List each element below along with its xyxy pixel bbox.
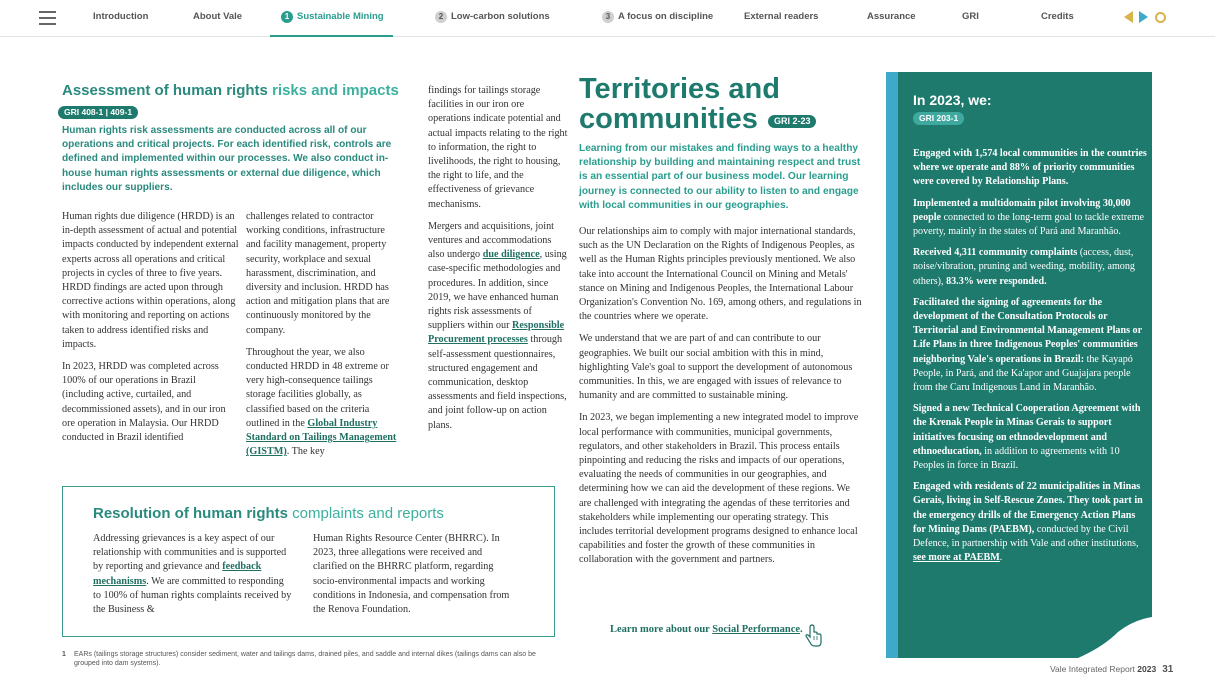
text: . (999, 552, 1003, 564)
text: . The key (286, 446, 325, 458)
bold-text: Signed a new Technical Cooperation Agreement with the Krenak People in Minas Gerais to support initiatives focusing on ethnodevelopment and ethnoeducation, (913, 403, 1141, 457)
nav-number-badge: 1 (281, 11, 293, 23)
title-light-part: complaints and reports (292, 505, 444, 522)
nav-label: Credits (1041, 11, 1074, 22)
decorative-curve (898, 72, 1152, 658)
text: Mergers and acquisitions, joint ventures and accommodations also undergo (428, 220, 555, 261)
resolution-box (62, 486, 555, 637)
report-year: 2023 (1137, 664, 1157, 674)
title-line-1: Territories and (579, 73, 780, 105)
text: . (800, 624, 803, 635)
title-dark-part: Resolution of human rights (93, 505, 288, 522)
text: in addition to agreements with 10 Peoples in force in Brazil. (913, 445, 1120, 472)
paragraph: Our relationships aim to comply with major international standards, such as the UN Declaration on the Rights of Indigenous Peoples, as well as the Human Rights principles previously mentioned. We also take into account the International Council on Mining and Metals' stance on Mining and Indigenous Peoples, the International Labour Organization's Convention No. 169, among others, and regulations in the countries where we operate. (579, 226, 862, 323)
resolution-title (93, 505, 444, 522)
text: connected to the long-term goal to tackle extreme poverty, mainly in the states of Pará and Maranhão. (913, 211, 1144, 238)
nav-number-badge: 2 (435, 11, 447, 23)
text: . We are committed to responding to 100% of human rights complaints received by the Business & (93, 575, 292, 616)
learn-more (610, 624, 803, 635)
assessment-title (62, 82, 399, 99)
title-line-2: communities (579, 103, 758, 135)
nav-low-carbon[interactable] (435, 11, 550, 23)
home-circle-icon[interactable] (1155, 12, 1166, 23)
nav-label: About Vale (193, 11, 243, 22)
nav-label: Sustainable Mining (297, 11, 384, 22)
bold-text: Implemented a multidomain pilot involving 30,000 people (913, 197, 1131, 223)
nav-tools (1124, 11, 1169, 25)
highlight-stripe (886, 72, 898, 658)
nav-credits[interactable] (1041, 11, 1074, 22)
next-page-icon[interactable] (1139, 11, 1148, 23)
nav-label: Introduction (93, 11, 149, 22)
bold-text: Facilitated the signing of agreements for the development of the Consultation Protocols or Territorial and Environmental Management Plans or Life Plans in three Indigenous Peoples' communities neighboring Vale's operations in Brazil: (913, 296, 1142, 365)
page-number: 31 (1162, 664, 1174, 675)
bold-text: Received 4,311 community complaints (913, 247, 1078, 259)
paragraph: Human rights due diligence (HRDD) is an in-depth assessment of actual and potential impacts conducted by independent external experts across all operations and critical projects in cycles of three to five years. HRDD findings are acted upon through corrective actions within operations, along with monitoring and reporting on actions taken to address identified risks and impacts. (62, 211, 239, 350)
highlights-panel (898, 72, 1152, 658)
report-name: Vale Integrated Report (1050, 664, 1135, 674)
text: Throughout the year, we also conducted HRDD in 48 extreme or very high-consequence tailings storage facilities globally, as classified based on the criteria outlined in the (246, 346, 389, 429)
territories-title (579, 74, 869, 134)
paebm-link[interactable]: see more at PAEBM (913, 552, 1000, 564)
previous-page-icon[interactable] (1124, 11, 1133, 23)
nav-label: A focus on discipline (618, 11, 714, 22)
gistm-link[interactable]: Global Industry Standard on Tailings Management (GISTM) (246, 417, 397, 458)
resolution-column-1 (93, 532, 293, 617)
nav-assurance[interactable] (867, 11, 916, 22)
title-line-2-wrap (579, 104, 869, 134)
nav-about-vale[interactable] (193, 11, 242, 22)
resolution-column-2: Human Rights Resource Center (BHRRC). In 2023, three allegations were received and clarified on the BHRRC platform, regarding socio-environmental impacts and working conditions in Indonesia, and compensation from the Renova Foundation. (313, 533, 510, 616)
nav-label: Low-carbon solutions (451, 11, 550, 22)
paragraph (246, 346, 402, 460)
social-performance-link[interactable]: Social Performance (712, 624, 801, 635)
footnote-text: EARs (tailings storage structures) consider sediment, water and tailings dams, drained piles, and saddle and internal dikes (tailings dams can also be grouped into dam systems). (74, 651, 536, 667)
paragraph (428, 220, 568, 433)
gri-badge: GRI 203-1 (913, 112, 964, 125)
assessment-intro: Human rights risk assessments are conducted across all of our operations and critical projects. For each identified risk, controls are defined and implemented within our processes. We also conduct in-house human rights assessments or external due diligence, which includes our suppliers. (62, 125, 392, 193)
nav-sustainable-mining[interactable] (281, 11, 384, 23)
paragraph: We understand that we are part of and can contribute to our geographies. We built our social ambition with this in mind, highlighting Vale's goal to support the development of autonomous communities. In this, we are engaged with issues of relevance to humanity and are committed to sustainable mining. (579, 333, 853, 402)
text: Learn more about our (610, 624, 713, 635)
gri-badge: GRI 408-1 | 409-1 (58, 106, 138, 119)
feedback-mechanisms-link[interactable]: feedback mechanisms (93, 561, 262, 587)
nav-number-badge: 3 (602, 11, 614, 23)
assessment-column-2 (246, 210, 402, 467)
territories-column (579, 225, 864, 576)
bold-text: Engaged with residents of 22 municipalities in Minas Gerais, living in Self-Rescue Zones. They took part in the emergency drills of the Emergency Action Plans for Mining Dams (PAEBM), (913, 481, 1143, 535)
nav-external-readers[interactable] (744, 11, 818, 22)
page-footer (1050, 664, 1173, 675)
paragraph: findings for tailings storage facilities in our iron ore operations indicate potential and actual impacts relating to the right to information, the right to livelihoods, the right to housing, the right to life, and the effectiveness of grievance mechanisms. (428, 85, 568, 210)
nav-label: External readers (744, 11, 819, 22)
hamburger-menu-icon[interactable] (39, 11, 56, 25)
gri-badge: GRI 2-23 (768, 115, 817, 128)
title-light-part: risks and impacts (272, 82, 399, 99)
due-diligence-link[interactable]: due diligence (482, 249, 540, 261)
hand-cursor-icon (803, 624, 823, 648)
nav-label: Assurance (867, 11, 916, 22)
highlights-title: In 2023, we: (913, 92, 992, 108)
text: (access, dust, noise/vibration, pruning and weeding, mobility, among others), (913, 247, 1135, 287)
text: conducted by the Civil Defence, in partnership with Vale and other institutions, (913, 523, 1139, 550)
title-dark-part: Assessment of human rights (62, 82, 268, 99)
active-tab-underline (270, 35, 393, 37)
responsible-procurement-link[interactable]: Responsible Procurement processes (428, 320, 565, 346)
text: , using case-specific methodologies and procedures. In addition, since 2019, we have enhanced human rights risk assessments of suppliers within our (428, 249, 567, 332)
nav-focus-discipline[interactable] (602, 11, 713, 23)
bold-text: 83.3% were responded. (946, 275, 1047, 287)
text: the Kayapó People, in Pará, and the Ka'apor and Guajajara people from the Caru Indigenous Land in Maranhão. (913, 353, 1133, 394)
text: Addressing grievances is a key aspect of our relationship with communities and is supported by reporting and grievance and (93, 533, 287, 573)
paragraph: In 2023, HRDD was completed across 100% of our operations in Brazil (including active, curtailed, and decommissioned assets), and in our iron ore operation in Malaysia. Our HRDD conducted in Brazil identified (62, 361, 226, 444)
paragraph: challenges related to contractor working conditions, infrastructure and facility management, property security, workplace and sexual harassment, discrimination, and diversity and inclusion. HRDD has action and mitigation plans that are continuously monitored by the company. (246, 211, 390, 336)
nav-gri[interactable] (962, 11, 979, 22)
bold-text: Engaged with 1,574 local communities in the countries where we operate and 88% of priority communities were covered by Relationship Plans. (913, 148, 1147, 188)
nav-label: GRI (962, 11, 979, 22)
footnote (62, 650, 552, 668)
assessment-column-3 (428, 84, 568, 441)
text: through self-assessment questionnaires, structured engagement and communication, desktop assessments and field inspections, and joint follow-up on action plans. (428, 334, 567, 431)
paragraph: In 2023, we began implementing a new integrated model to improve local performance with communities, municipal governments, regulators, and other stakeholders in Brazil. This process entails pinpointing and reducing the risks and impacts of our operations, evaluating the needs of communities in our geographies, and determining how we can aid the development of these regions. We are challenged with integrating the agendas of these territories and stakeholders while implementing our operating strategy. This includes territorial development programs designed to enhance local capabilities and foster the growth of these communities in collaboration with the government and partners. (579, 412, 859, 566)
nav-introduction[interactable] (93, 11, 148, 22)
territories-intro: Learning from our mistakes and finding ways to a healthy relationship by building and maintaining respect and trust is an essential part of our business model. Our learning journey is connected to our ability to listen to and engage with local communities in our geographies. (579, 143, 861, 211)
footnote-number: 1 (62, 651, 66, 658)
assessment-column-1 (62, 210, 240, 453)
top-nav (0, 0, 1215, 37)
